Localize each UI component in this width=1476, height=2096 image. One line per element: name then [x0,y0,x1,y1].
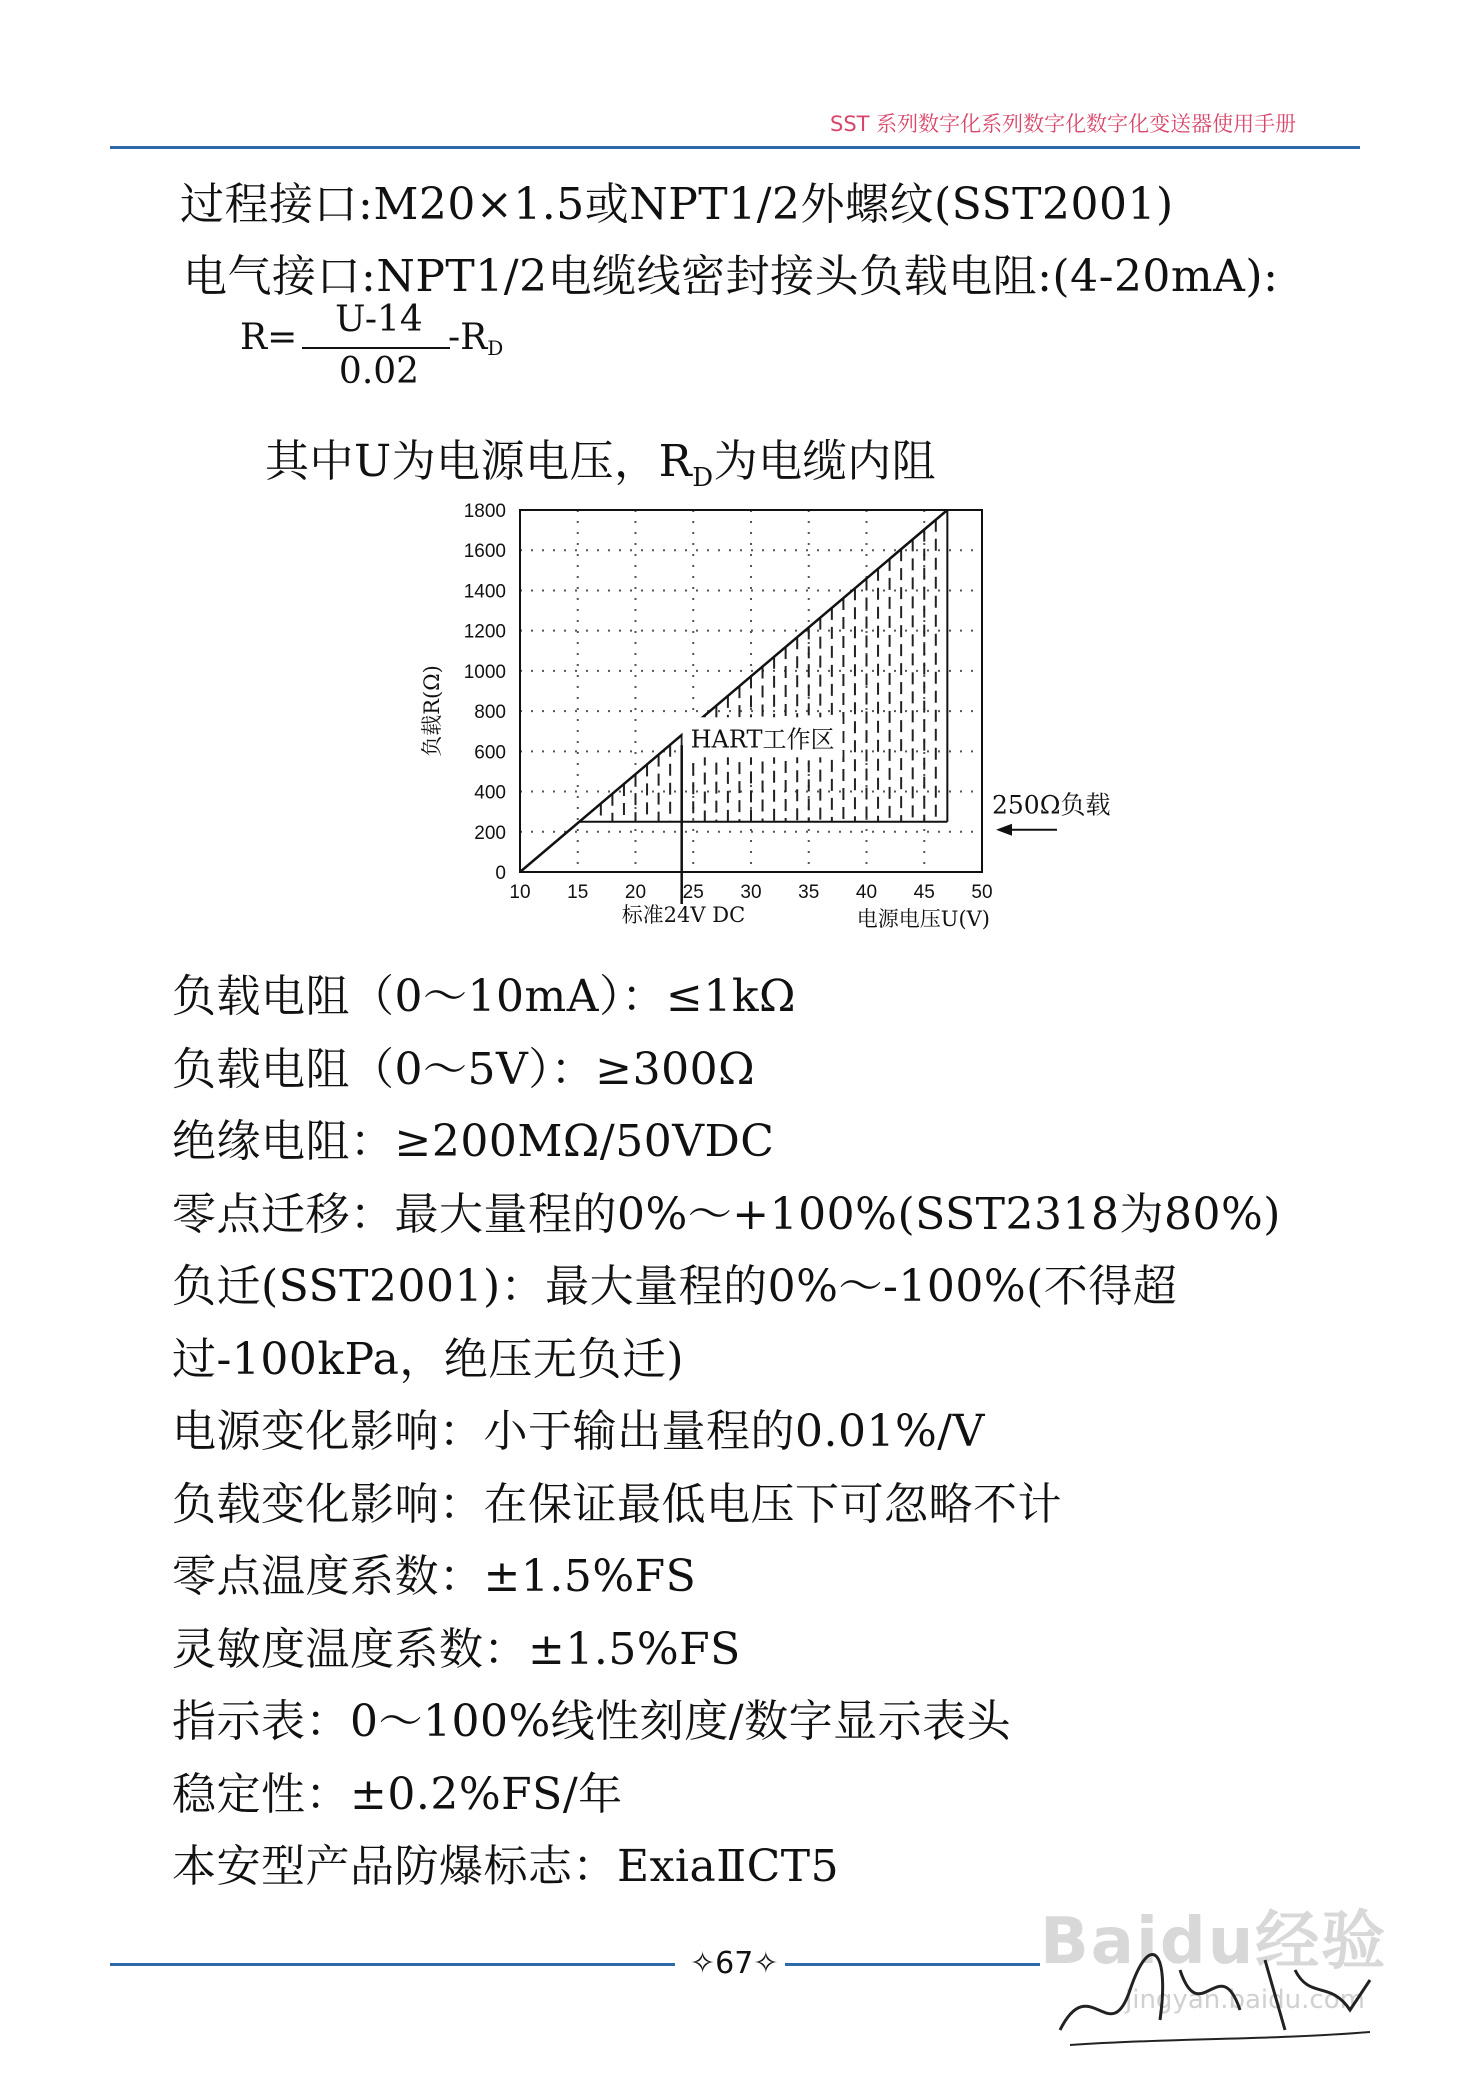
footer-divider-right [785,1963,1040,1966]
formula-r: R= [240,317,298,358]
page-number: ✧67✧ [690,1946,779,1981]
y-tick-label: 1400 [463,581,506,603]
load-line [520,510,947,872]
y-tick-label: 1600 [463,541,506,563]
y-axis-title: 负载R(Ω) [420,665,444,757]
formula-explanation [265,425,936,493]
spec-line: 过-100kPa，绝压无负迁) [172,1333,685,1385]
formula-tail-r: -R [448,317,488,358]
formula-denominator: 0.02 [338,351,420,392]
process-interface-line: 过程接口:M20×1.5或NPT1/2外螺纹(SST2001) [180,179,1174,230]
y-tick-label: 1000 [463,661,506,683]
spec-line: 零点迁移：最大量程的0%～+100%(SST2318为80%) [172,1188,1281,1240]
y-tick-label: 600 [474,742,506,764]
spec-line: 负载电阻（0～5V）：≥300Ω [172,1043,756,1095]
formula-tail [448,317,503,360]
x-tick-label: 15 [567,882,589,903]
y-tick-label: 0 [495,863,506,884]
spec-line: 负载电阻（0～10mA）：≤1kΩ [172,971,796,1022]
load-annotation: 250Ω负载 [992,790,1111,820]
y-tick-label: 1200 [463,621,506,643]
spec-line: 负迁(SST2001)：最大量程的0%～-100%(不得超 [172,1261,1178,1312]
watermark-logo: Baidu经验 [1040,1905,1388,1979]
header-divider [110,146,1360,149]
y-tick-label: 800 [474,702,506,724]
x-tick-label: 10 [509,882,531,903]
explanation-sub: D [692,463,714,493]
watermark-url: jingyan.baidu.com [1125,1985,1365,2015]
spec-line: 绝缘电阻：≥200MΩ/50VDC [172,1116,775,1167]
x-tick-label: 40 [855,882,878,903]
y-tick-label: 200 [474,822,506,844]
explanation-pre: 其中U为电源电压，R [265,436,693,487]
spec-line: 本安型产品防爆标志：ExiaⅡCT5 [172,1841,840,1892]
formula-numerator: U-14 [335,299,423,340]
x-tick-label: 20 [624,882,647,903]
region-label: HART工作区 [690,725,835,754]
x-tick-label: 35 [798,882,820,903]
formula-fraction-bar [302,347,450,349]
footer-divider-left [110,1963,675,1966]
y-tick-label: 400 [474,782,506,804]
x-tick-label: 45 [913,882,935,903]
x-tick-label: 50 [971,882,993,903]
signature-handwriting [1050,1910,1380,2060]
explanation-post: 为电缆内阻 [713,436,937,487]
load-voltage-chart [410,492,1170,942]
y-tick-label: 1800 [463,501,506,522]
spec-line: 指示表：0～100%线性刻度/数字显示表头 [172,1696,1012,1747]
spec-line: 零点温度系数：±1.5%FS [172,1551,697,1602]
electrical-interface-line: 电气接口:NPT1/2电缆线密封接头负载电阻:(4-20mA): [183,251,1279,302]
spec-line: 稳定性：±0.2%FS/年 [172,1768,623,1820]
header-title: SST 系列数字化系列数字化数字化变送器使用手册 [830,112,1297,136]
x-axis-title: 电源电压U(V) [856,907,990,931]
standard-voltage-label: 标准24V DC [621,903,746,927]
spec-line: 灵敏度温度系数：±1.5%FS [172,1623,741,1675]
spec-line: 负载变化影响：在保证最低电压下可忽略不计 [172,1478,1062,1530]
spec-line: 电源变化影响：小于输出量程的0.01%/V [172,1406,985,1457]
x-tick-label: 25 [682,882,704,903]
x-tick-label: 30 [740,882,762,903]
load-arrow-head [996,824,1012,836]
formula-tail-sub: D [487,336,504,360]
